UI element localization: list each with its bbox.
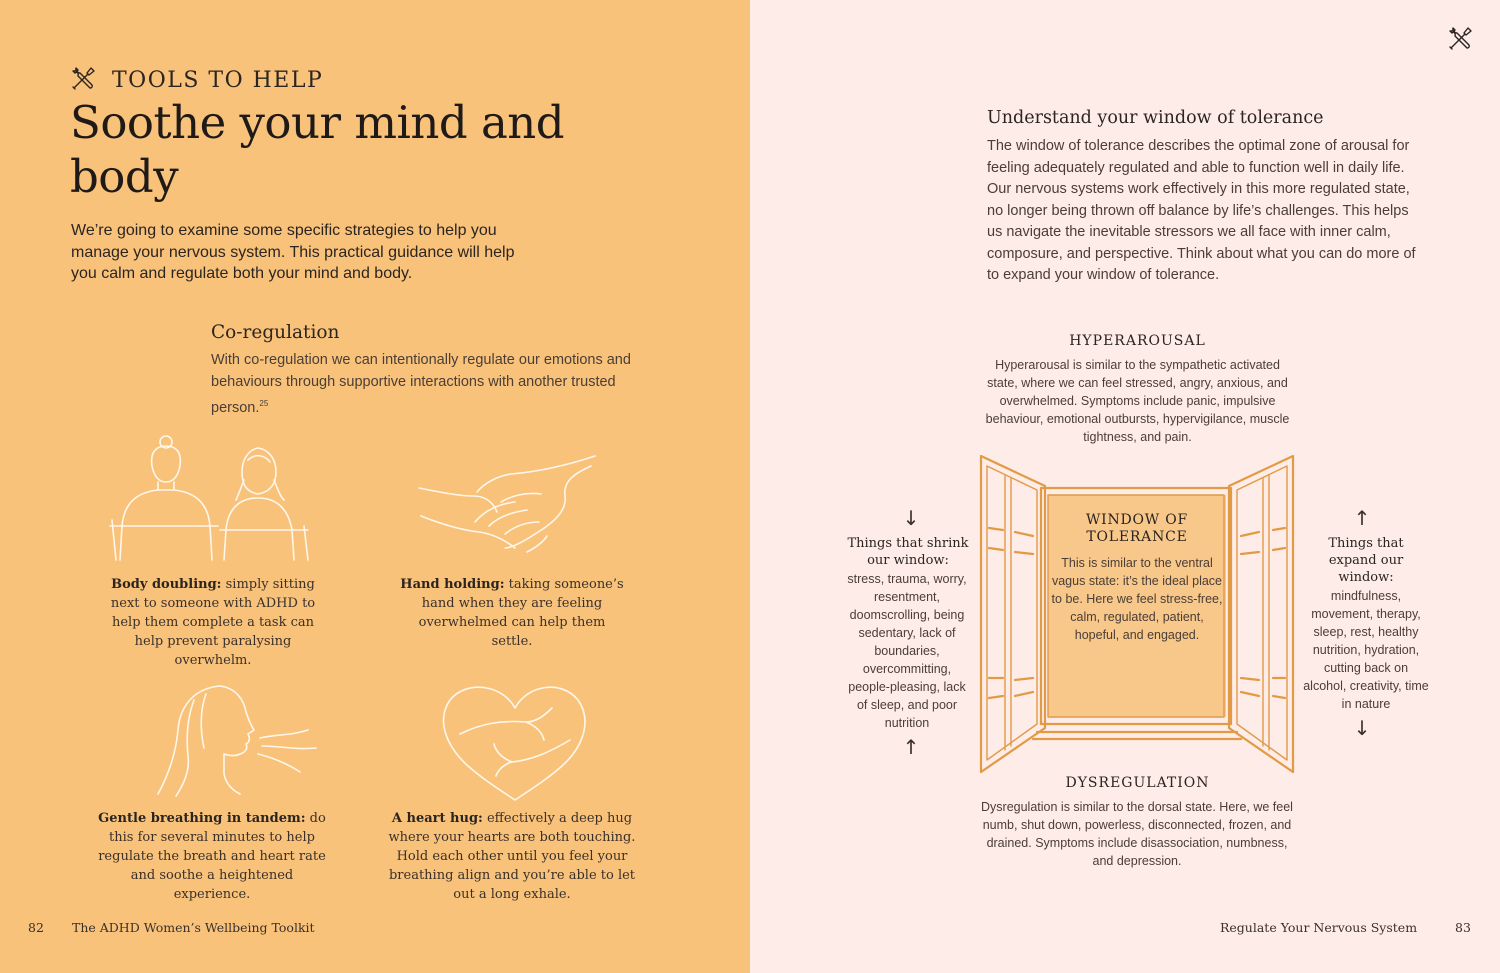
intro-paragraph: We’re going to examine some specific strategies to help you manage your nervous system. This practical guidance will help you calm and regulate both your mind and body.: [71, 222, 515, 282]
hand-holding-desc: taking someone’s hand when they are feeling overwhelmed can help them settle.: [418, 577, 624, 649]
hand-holding-term: Hand holding:: [400, 577, 505, 592]
body-doubling-caption: [96, 575, 330, 670]
heart-hug-illustration: [440, 680, 590, 805]
page-title: Soothe your mind and body: [70, 96, 565, 203]
kicker-label: TOOLS TO HELP: [112, 68, 324, 93]
window-text: This is similar to the ventral vagus state: it’s the ideal place to be. Here we feel stress-free, calm, regulated, patient, hopeful, and engaged.: [1051, 556, 1223, 642]
shrink-title: Things that shrink our window:: [847, 536, 969, 568]
expand-title: Things that expand our window:: [1328, 536, 1404, 585]
breathing-illustration: [150, 680, 320, 800]
body-doubling-illustration: [108, 430, 328, 565]
hyperarousal-title: HYPERAROUSAL: [1069, 333, 1206, 349]
right-running-title: Regulate Your Nervous System: [1220, 920, 1418, 935]
dysregulation-title: DYSREGULATION: [1065, 775, 1210, 791]
breathing-term: Gentle breathing in tandem:: [98, 811, 306, 826]
expand-text: mindfulness, movement, therapy, sleep, rest, healthy nutrition, hydration, cutting back on alcohol, creativity, time in nature: [1303, 589, 1429, 711]
right-page-number: 83: [1455, 920, 1471, 935]
body-doubling-term: Body doubling:: [111, 577, 222, 592]
heart-hug-term: A heart hug:: [391, 811, 483, 826]
window-title: WINDOW OF TOLERANCE: [1085, 512, 1189, 545]
footnote-ref: 25: [259, 399, 269, 408]
coregulation-heading: Co-regulation: [211, 322, 340, 343]
shrink-arrow-up: ↑: [902, 735, 920, 759]
coregulation-paragraph: [211, 350, 641, 420]
expand-arrow-up: ↑: [1353, 506, 1371, 530]
hand-holding-illustration: [415, 452, 605, 562]
hyperarousal-text: Hyperarousal is similar to the sympathetic activated state, where we can feel stressed, angry, anxious, and overwhelmed. Symptoms include panic, impulsive behaviour, emotional outbursts, hypervigilance, muscle tightness, and pain.: [985, 358, 1290, 444]
left-page-number: 82: [28, 920, 44, 935]
body-doubling-desc: simply sitting next to someone with ADHD to help them complete a task can help prevent paralysing overwhelm.: [110, 577, 316, 668]
section-kicker: [70, 64, 323, 97]
shrink-text: stress, trauma, worry, resentment, doomscrolling, being sedentary, lack of boundaries, overcommitting, people-pleasing, lack of sleep, and poor nutrition: [847, 572, 967, 730]
heart-hug-caption: [378, 809, 646, 904]
window-of-tolerance-paragraph: The window of tolerance describes the optimal zone of arousal for feeling adequately regulated and able to function well in daily life. Our nervous systems work effectively in this more regulated state, no longer being thrown off balance by life’s challenges. This helps us navigate the inevitable stressors we all face with inner calm, composure, and perspective. Think about what you can do more of to expand your window of tolerance.: [987, 138, 1416, 283]
left-running-title: The ADHD Women’s Wellbeing Toolkit: [72, 920, 315, 935]
tools-icon: [1447, 24, 1475, 57]
dysregulation-text: Dysregulation is similar to the dorsal state. Here, we feel numb, shut down, powerless, disconnected, frozen, and drained. Symptoms include disassociation, numbness, and depression.: [981, 800, 1293, 868]
breathing-desc: do this for several minutes to help regulate the breath and heart rate and soothe a heightened experience.: [98, 811, 326, 902]
heart-hug-desc: effectively a deep hug where your hearts are both touching. Hold each other until you feel your breathing align and you’re able to let out a long exhale.: [388, 811, 636, 902]
coregulation-text: With co-regulation we can intentionally regulate our emotions and behaviours through supportive interactions with another trusted person.: [211, 352, 631, 416]
hand-holding-caption: [398, 575, 626, 651]
tools-icon: [70, 64, 98, 97]
breathing-caption: [92, 809, 332, 904]
window-of-tolerance-heading: Understand your window of tolerance: [987, 108, 1324, 128]
shrink-arrow-down: ↓: [902, 506, 920, 530]
expand-arrow-down: ↓: [1353, 716, 1371, 740]
